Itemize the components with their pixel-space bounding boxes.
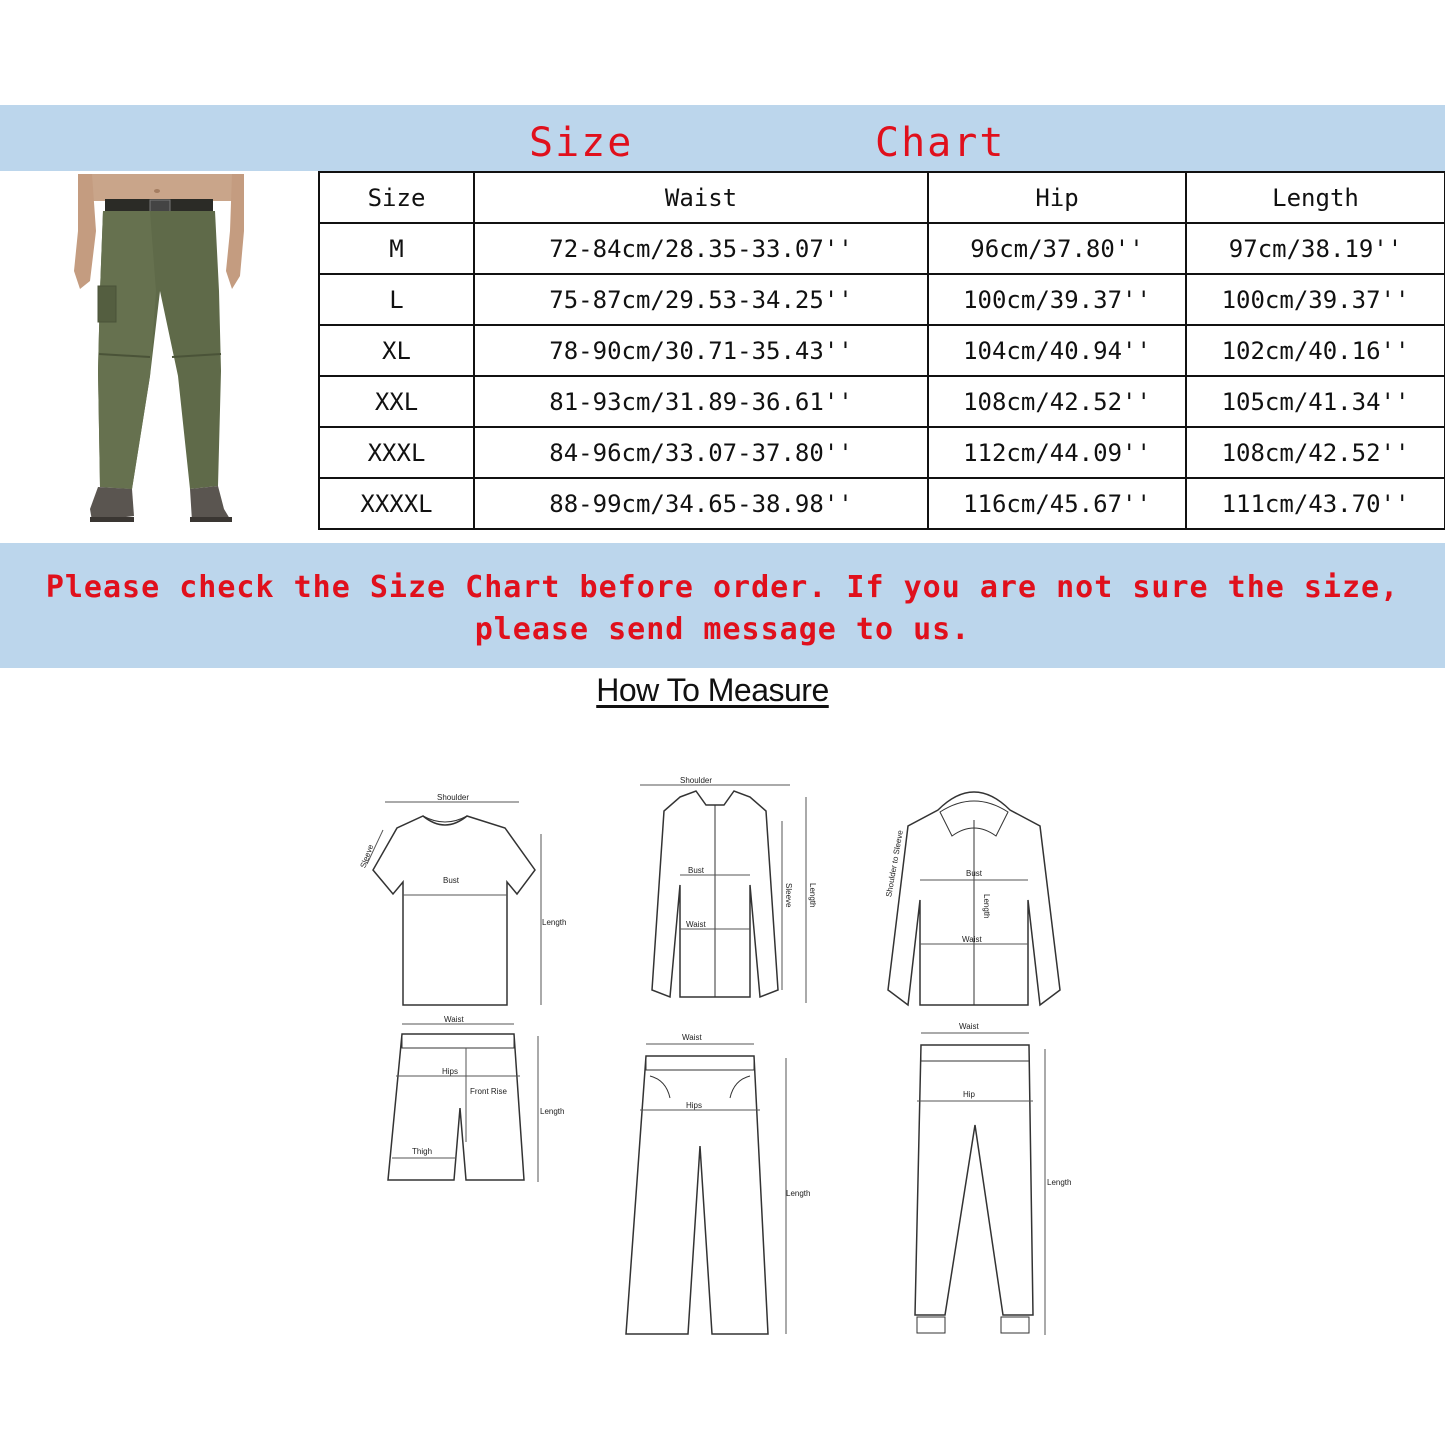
cell-size: L: [319, 274, 474, 325]
cell-size: M: [319, 223, 474, 274]
trousers-length-label: Length: [786, 1189, 811, 1198]
header-waist: Waist: [474, 172, 928, 223]
cell-hip: 108cm/42.52'': [928, 376, 1186, 427]
trousers-hips-label: Hips: [686, 1101, 703, 1110]
table-row: [319, 427, 1445, 478]
trousers-diagram: [610, 1028, 830, 1343]
tshirt-length-label: Length: [542, 918, 567, 927]
cell-length: 100cm/39.37'': [1186, 274, 1445, 325]
shorts-front-rise-label: Front Rise: [470, 1087, 507, 1096]
tshirt-sleeve-label: Sleeve: [358, 843, 376, 870]
joggers-length-label: Length: [1047, 1178, 1072, 1187]
cell-length: 97cm/38.19'': [1186, 223, 1445, 274]
trousers-waist-label: Waist: [682, 1033, 702, 1042]
cell-length: 111cm/43.70'': [1186, 478, 1445, 529]
header-length: Length: [1186, 172, 1445, 223]
cell-size: XL: [319, 325, 474, 376]
shirt-diagram: [610, 775, 830, 1010]
cell-waist: 81-93cm/31.89-36.61'': [474, 376, 928, 427]
title-size: Size: [529, 120, 634, 166]
shirt-bust-label: Bust: [688, 866, 705, 875]
cell-hip: 104cm/40.94'': [928, 325, 1186, 376]
product-photo: [0, 171, 318, 543]
table-row: [319, 376, 1445, 427]
shorts-thigh-label: Thigh: [412, 1147, 433, 1156]
cell-hip: 112cm/44.09'': [928, 427, 1186, 478]
header-hip: Hip: [928, 172, 1186, 223]
cell-waist: 72-84cm/28.35-33.07'': [474, 223, 928, 274]
joggers-diagram: [895, 1015, 1095, 1340]
shorts-waist-label: Waist: [444, 1015, 464, 1024]
notice-line-2: please send message to us.: [474, 612, 971, 647]
shorts-length-label: Length: [540, 1107, 565, 1116]
pants-model-illustration: [0, 171, 318, 543]
joggers-waist-label: Waist: [959, 1022, 979, 1031]
shirt-shoulder-label: Shoulder: [680, 776, 713, 785]
hoodie-shoulder-to-sleeve-label: Shoulder to Sleeve: [884, 829, 905, 898]
size-table: [318, 171, 1445, 530]
tshirt-diagram: [345, 790, 585, 1015]
hoodie-length-label: Length: [982, 894, 991, 919]
notice-line-1: Please check the Size Chart before order. If you are not sure the size,: [45, 570, 1400, 605]
header-size: Size: [319, 172, 474, 223]
table-row: [319, 478, 1445, 529]
title-band: [0, 105, 1445, 171]
cell-size: XXXL: [319, 427, 474, 478]
shirt-sleeve-label: Sleeve: [784, 883, 793, 908]
cell-waist: 84-96cm/33.07-37.80'': [474, 427, 928, 478]
shorts-hips-label: Hips: [442, 1067, 459, 1076]
hoodie-diagram: [870, 780, 1080, 1015]
table-header-row: [319, 172, 1445, 223]
title-chart: Chart: [875, 120, 1006, 166]
cell-size: XXXXL: [319, 478, 474, 529]
how-to-measure-title: How To Measure: [596, 672, 829, 708]
joggers-hip-label: Hip: [963, 1090, 976, 1099]
cell-waist: 78-90cm/30.71-35.43'': [474, 325, 928, 376]
table-row: [319, 223, 1445, 274]
table-row: [319, 325, 1445, 376]
tshirt-bust-label: Bust: [443, 876, 460, 885]
notice-band: [0, 543, 1445, 668]
cell-size: XXL: [319, 376, 474, 427]
cell-length: 105cm/41.34'': [1186, 376, 1445, 427]
cell-hip: 100cm/39.37'': [928, 274, 1186, 325]
tshirt-shoulder-label: Shoulder: [437, 793, 470, 802]
cell-waist: 88-99cm/34.65-38.98'': [474, 478, 928, 529]
shirt-waist-label: Waist: [686, 920, 706, 929]
cell-waist: 75-87cm/29.53-34.25'': [474, 274, 928, 325]
shorts-diagram: [370, 1012, 590, 1197]
cell-length: 102cm/40.16'': [1186, 325, 1445, 376]
cell-length: 108cm/42.52'': [1186, 427, 1445, 478]
cell-hip: 116cm/45.67'': [928, 478, 1186, 529]
hoodie-waist-label: Waist: [962, 935, 982, 944]
hoodie-bust-label: Bust: [966, 869, 983, 878]
cell-hip: 96cm/37.80'': [928, 223, 1186, 274]
table-row: [319, 274, 1445, 325]
shirt-length-label: Length: [808, 883, 817, 908]
